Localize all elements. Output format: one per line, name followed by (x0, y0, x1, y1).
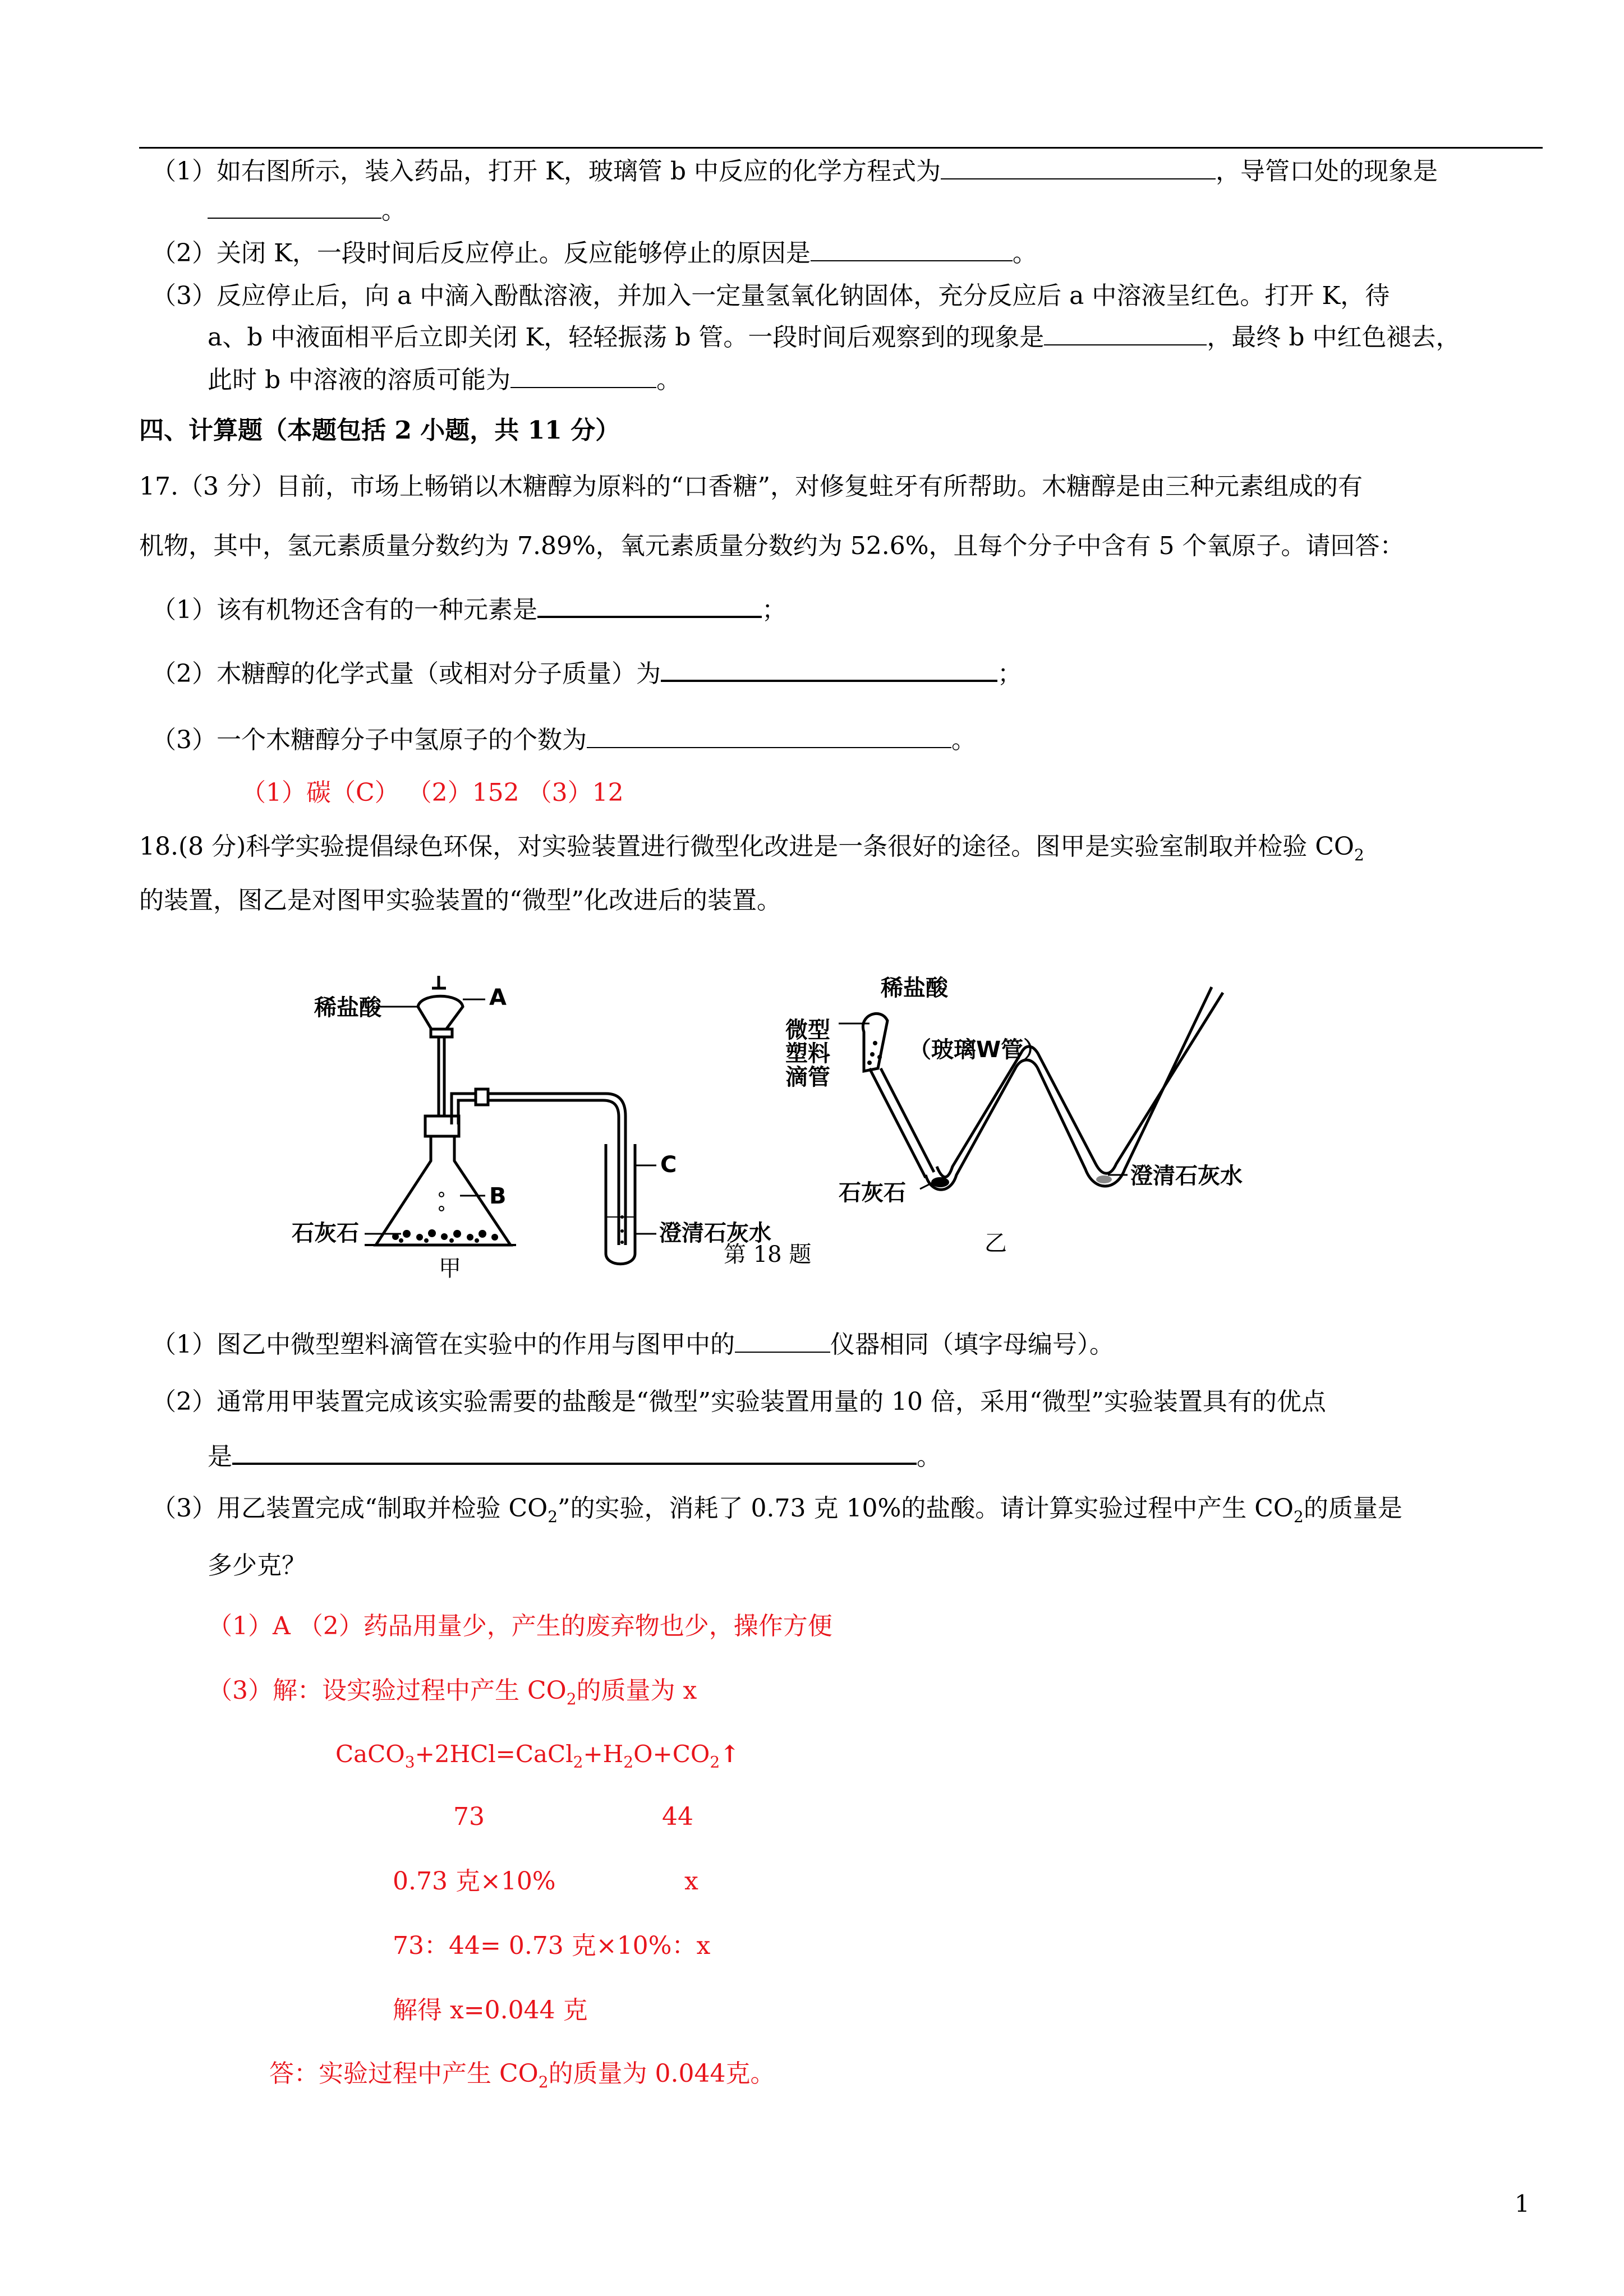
q16-part2: （2）关闭 K，一段时间后反应停止。反应能够停止的原因是 。 (151, 239, 1037, 268)
q18-sub1: （1）图乙中微型塑料滴管在实验中的作用与图甲中的 仪器相同（填字母编号）。 (151, 1330, 1114, 1359)
q16-part3-l1: （3）反应停止后，向 a 中滴入酚酞溶液，并加入一定量氢氧化钠固体，充分反应后 a 中溶液呈红色。打开 K，待 (151, 282, 1390, 310)
answer-blank (941, 156, 1216, 179)
q18-answer-1-2: （1）A （2）药品用量少，产生的废弃物也少，操作方便 (208, 1612, 832, 1640)
q16-part1: （1）如右图所示，装入药品，打开 K，玻璃管 b 中反应的化学方程式为 ，导管口处的现象是 (151, 157, 1438, 186)
yi-wtube-label: （玻璃W管） (909, 1037, 1046, 1063)
q16-part1-cont: 。 (208, 194, 406, 228)
jia-acid-label: 稀盐酸 (314, 995, 381, 1021)
q18-sub3-l2: 多少克？ (208, 1551, 306, 1580)
q17-sub2: （2）木糖醇的化学式量（或相对分子质量）为 ； (151, 657, 1022, 691)
yi-dropper-l3: 滴管 (785, 1064, 830, 1090)
apparatus-jia (365, 976, 656, 1264)
q18-sub3-l1: （3）用乙装置完成“制取并检验 $CO_2$”的实验，消耗了 0.73 克 10%的盐酸。请计算实验过程中产生 $CO_2$的质量是 (151, 1494, 1402, 1526)
q18-solve: 解得 x=0.044 克 (393, 1996, 588, 2025)
q18-final-answer: 答：实验过程中产生 $CO_2$的质量为 0.044克。 (269, 2059, 775, 2091)
answer-blank (537, 593, 762, 618)
q16-part3-l2: a、b 中液面相平后立即关闭 K，轻轻振荡 b 管。一段时间后观察到的现象是 ，最终 b 中红色褪去， (208, 323, 1461, 352)
limestone-chips (392, 1192, 624, 1244)
q18-answer-3-setup: （3）解：设实验过程中产生 $CO_2$的质量为 x (208, 1676, 697, 1708)
q18-sub2-l2: 是 。 (208, 1440, 941, 1474)
q16-part3-l3: 此时 b 中溶液的溶质可能为 。 (208, 366, 682, 394)
q17-sub3: （3）一个木糖醇分子中氢原子的个数为 。 (151, 726, 976, 754)
q17-sub1: （1）该有机物还含有的一种元素是 ； (151, 593, 786, 627)
q18-mass-44: 44 (662, 1802, 693, 1831)
apparatus-yi (839, 987, 1223, 1190)
jia-label-B: B (489, 1183, 507, 1209)
header-rule (139, 147, 1543, 149)
answer-blank (811, 238, 1013, 261)
section-title: 四、计算题（本题包括 2 小题，共 11 分） (139, 416, 620, 445)
answer-blank (1044, 322, 1207, 345)
q17-stem-l2: 机物，其中，氢元素质量分数约为 7.89%，氧元素质量分数约为 52.6%，且每个分子中含有 5 个氧原子。请回答： (139, 532, 1405, 560)
yi-dropper-l1: 微型 (785, 1017, 830, 1043)
q17-answer: （1）碳（C） （2）152 （3）12 (241, 778, 624, 807)
page-number: 1 (1515, 2190, 1530, 2217)
yi-limestone-label: 石灰石 (839, 1180, 906, 1206)
answer-blank (587, 725, 951, 748)
q18-equation: $CaCO_3+2HCl=CaCl_2+H_2O+CO_2↑$ (335, 1740, 740, 1772)
answer-blank (232, 1440, 917, 1465)
q18-stem-l2: 的装置，图乙是对图甲实验装置的“微型”化改进后的装置。 (139, 886, 781, 915)
yi-acid-label: 稀盐酸 (881, 975, 948, 1001)
jia-name: 甲 (439, 1256, 461, 1279)
jia-limestone-label: 石灰石 (292, 1220, 359, 1246)
answer-blank (510, 365, 656, 388)
yi-dropper-l2: 塑料 (785, 1041, 830, 1067)
q18-unknown: x (684, 1867, 698, 1896)
yi-limewater-label: 澄清石灰水 (1130, 1163, 1243, 1189)
jia-label-C: C (660, 1152, 677, 1178)
answer-blank (735, 1329, 830, 1353)
q18-stem-l1: 18.(8 分)科学实验提倡绿色环保，对实验装置进行微型化改进是一条很好的途径。图甲是实验室制取并检验 $CO_2$ (139, 832, 1364, 864)
jia-label-A: A (489, 985, 507, 1011)
apparatus-figure (292, 953, 1273, 1279)
answer-blank (661, 657, 997, 682)
jia-limewater-label: 澄清石灰水 (659, 1220, 771, 1246)
answer-blank (208, 195, 381, 219)
q18-ratio: 73：44= 0.73 克×10%：x (393, 1931, 711, 1960)
q18-known: 0.73 克×10% (393, 1867, 556, 1896)
q18-mass-73: 73 (453, 1802, 485, 1831)
figure-caption: 第 18 题 (724, 1242, 812, 1267)
q18-sub2-l1: （2）通常用甲装置完成该实验需要的盐酸是“微型”实验装置用量的 10 倍，采用“微型”实验装置具有的优点 (151, 1387, 1326, 1416)
q17-stem-l1: 17.（3 分）目前，市场上畅销以木糖醇为原料的“口香糖”，对修复蛀牙有所帮助。木糖醇是由三种元素组成的有 (139, 472, 1363, 501)
yi-name: 乙 (984, 1230, 1007, 1256)
